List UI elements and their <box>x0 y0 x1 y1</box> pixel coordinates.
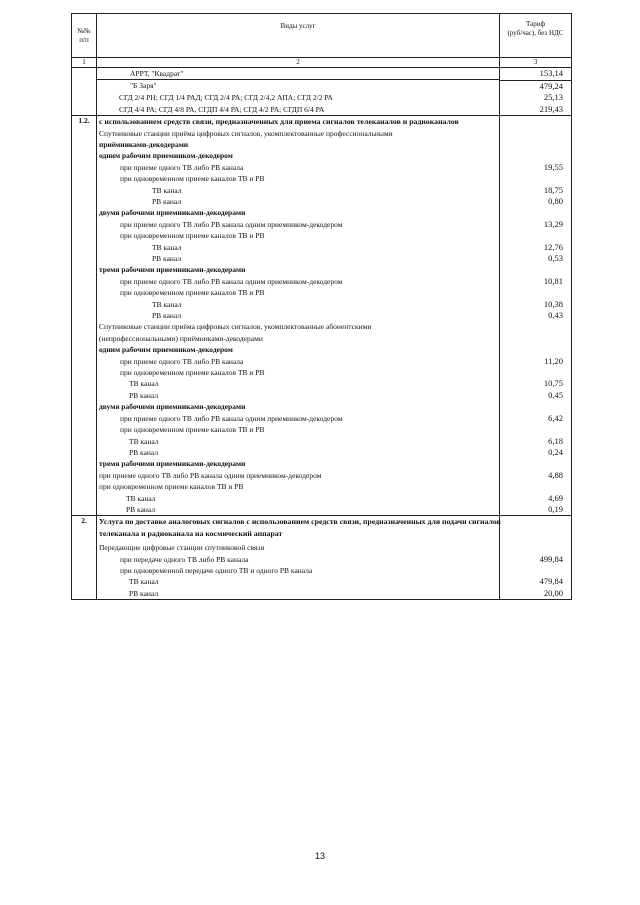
tariff-value: 10,81 <box>500 276 572 287</box>
service-label: при приеме одного ТВ либо РВ канала одним приемником-декодером <box>120 219 343 229</box>
table-row <box>72 299 572 310</box>
service-label: СГД 2/4 РН; СГД 1/4 РАД; СГД 2/4 РА; СГД 2/4,2 АПА; СГД 2/2 РА <box>119 93 333 103</box>
section-number: 1.2. <box>72 116 97 128</box>
service-label: ТВ канал <box>129 379 159 389</box>
table-row <box>72 565 572 576</box>
table-row <box>72 528 572 539</box>
tariff-value: 153,14 <box>500 68 572 81</box>
table-row <box>72 344 572 355</box>
table-row <box>72 230 572 241</box>
service-label: при приеме одного ТВ либо РВ канала одним приемником-декодером <box>99 470 322 480</box>
tariff-value: 6,18 <box>500 436 572 447</box>
section-title: с использованием средств связи, предназначенных для приема сигналов телеканалов и радиоканалов <box>99 117 459 127</box>
tariff-value: 19,55 <box>500 162 572 173</box>
service-label: РВ канал <box>152 196 182 206</box>
tariff-value: 219,43 <box>500 104 572 116</box>
service-label: ТВ канал <box>129 577 159 587</box>
table-row <box>72 554 572 565</box>
table-row <box>72 470 572 481</box>
tariff-table <box>71 13 572 600</box>
service-label: РВ канал <box>152 254 182 263</box>
tariff-value: 13,29 <box>500 219 572 230</box>
table-row <box>72 207 572 218</box>
table-row <box>72 219 572 230</box>
tariff-value: 10,38 <box>500 299 572 310</box>
service-label: РВ канал <box>152 311 182 321</box>
tariff-value: 479,24 <box>500 80 572 92</box>
table-row <box>72 276 572 287</box>
tariff-value: 4,88 <box>500 470 572 481</box>
service-label: при передаче одного ТВ либо РВ канала <box>120 554 249 564</box>
service-label: двумя рабочими приемниками-декодерами <box>99 208 246 218</box>
table-row <box>72 80 572 92</box>
tariff-value: 11,20 <box>500 356 572 367</box>
tariff-value: 0,53 <box>500 253 572 264</box>
service-label: Спутниковые станции приёма цифровых сигналов, укомплектованные абонентскими <box>99 322 372 332</box>
table-row <box>72 493 572 504</box>
table-row <box>72 588 572 600</box>
service-label: РВ канал <box>129 447 159 457</box>
table-row <box>72 104 572 116</box>
tariff-value: 499,84 <box>500 554 572 565</box>
service-label: СГД 4/4 РА; СГД 4/8 РА, СГДП 4/4 РА; СГД 4/2 РА; СГДП 6/4 РА <box>119 104 325 114</box>
table-row <box>72 447 572 458</box>
table-row <box>72 390 572 401</box>
service-label: Спутниковые станции приёма цифровых сигналов, укомплектованные профессиональными <box>99 128 393 138</box>
service-label: при одновременном приеме каналов ТВ и РВ <box>120 368 265 378</box>
header-services-col: Виды услуг <box>97 14 500 58</box>
table-row <box>72 401 572 412</box>
tariff-value: 4,69 <box>500 493 572 504</box>
section-title: Услуга по доставке аналоговых сигналов с использованием средств связи, предназначенных для подачи сигналов <box>99 517 501 527</box>
table-row <box>72 162 572 173</box>
service-label: РВ канал <box>129 390 159 400</box>
service-label: Передающие цифровые станции спутниковой связи <box>99 543 265 553</box>
table-row <box>72 424 572 435</box>
service-label: ТВ канал <box>152 242 182 252</box>
table-row <box>72 321 572 332</box>
table-row <box>72 576 572 587</box>
service-label: при одновременном приеме каналов ТВ и РВ <box>120 288 265 298</box>
tariff-value: 0,45 <box>500 390 572 401</box>
table-row <box>72 367 572 378</box>
service-label: при приеме одного ТВ либо РВ канала одним приемником-декодером <box>120 276 343 286</box>
column-number: 1 <box>72 58 97 68</box>
service-label: при одновременном приеме каналов ТВ и РВ <box>120 425 265 435</box>
service-label: "Б Заря" <box>130 81 157 91</box>
table-row <box>72 539 572 553</box>
table-row <box>72 253 572 264</box>
service-label: двумя рабочими приемниками-декодерами <box>99 402 246 412</box>
service-label: тремя рабочими приемниками-декодерами <box>99 265 246 275</box>
tariff-value: 0,19 <box>500 504 572 516</box>
tariff-value: 25,13 <box>500 92 572 103</box>
table-row <box>72 92 572 103</box>
tariff-value: 12,76 <box>500 242 572 253</box>
table-row <box>72 128 572 139</box>
service-label: РВ канал <box>126 504 156 514</box>
table-row <box>72 287 572 298</box>
tariff-value: 18,75 <box>500 185 572 196</box>
table-header-row <box>72 14 572 58</box>
table-row <box>72 504 572 516</box>
table-row <box>72 436 572 447</box>
table-row <box>72 196 572 207</box>
table-row <box>72 173 572 184</box>
section-number: 2. <box>72 516 97 539</box>
service-label: ТВ канал <box>152 299 182 309</box>
service-label: при одновременной передаче одного ТВ и одного РВ канала <box>120 565 313 575</box>
table-row <box>72 310 572 321</box>
table-row <box>72 481 572 492</box>
tariff-value: 0,43 <box>500 310 572 321</box>
tariff-value: 0,24 <box>500 447 572 458</box>
service-label: при приеме одного ТВ либо РВ канала <box>120 162 244 172</box>
table-row <box>72 150 572 161</box>
service-label: при одновременном приеме каналов ТВ и РВ <box>120 174 265 184</box>
service-label: ТВ канал <box>129 436 159 446</box>
service-label: при одновременном приеме каналов ТВ и РВ <box>99 482 244 492</box>
service-label: приёмниками-декодерами <box>99 139 189 149</box>
table-row <box>72 356 572 367</box>
table-row <box>72 68 572 81</box>
service-label: при приеме одного ТВ либо РВ канала одним приемником-декодером <box>120 413 343 423</box>
column-number: 3 <box>500 58 572 68</box>
service-label: РВ канал <box>129 588 159 598</box>
section-title-continued: телеканала и радиоканала на космический аппарат <box>99 528 283 538</box>
table-row <box>72 185 572 196</box>
section-header-row <box>72 516 572 528</box>
header-tariff-col: Тариф (руб/час), без НДС <box>500 14 572 58</box>
table-row <box>72 139 572 150</box>
tariff-value: 0,80 <box>500 196 572 207</box>
tariff-value: 6,42 <box>500 413 572 424</box>
tariff-value: 10,75 <box>500 378 572 389</box>
table-row <box>72 333 572 344</box>
tariff-value: 20,00 <box>500 588 572 600</box>
service-label: ТВ канал <box>152 185 182 195</box>
page-number: 13 <box>314 851 325 861</box>
service-label: одним рабочим приемником-декодером <box>99 151 233 161</box>
service-label: АРРТ, "Квадрат" <box>97 68 499 80</box>
header-number-col: №№ п/п <box>72 14 97 58</box>
table-row <box>72 264 572 275</box>
column-number: 2 <box>97 58 500 68</box>
column-numbers-row <box>72 58 572 68</box>
service-label: при одновременном приеме каналов ТВ и РВ <box>120 231 265 241</box>
section-header-row <box>72 116 572 128</box>
service-label: ТВ канал <box>126 493 156 503</box>
table-row <box>72 458 572 469</box>
service-label: одним рабочим приемником-декодером <box>99 345 233 355</box>
service-label: (непрофессиональными) приёмниками-декодерами <box>99 333 263 343</box>
tariff-value: 479,84 <box>500 576 572 587</box>
table-row <box>72 378 572 389</box>
table-row <box>72 413 572 424</box>
service-label: при приеме одного ТВ либо РВ канала <box>120 356 244 366</box>
service-label: тремя рабочими приемниками-декодерами <box>99 459 246 469</box>
table-row <box>72 242 572 253</box>
